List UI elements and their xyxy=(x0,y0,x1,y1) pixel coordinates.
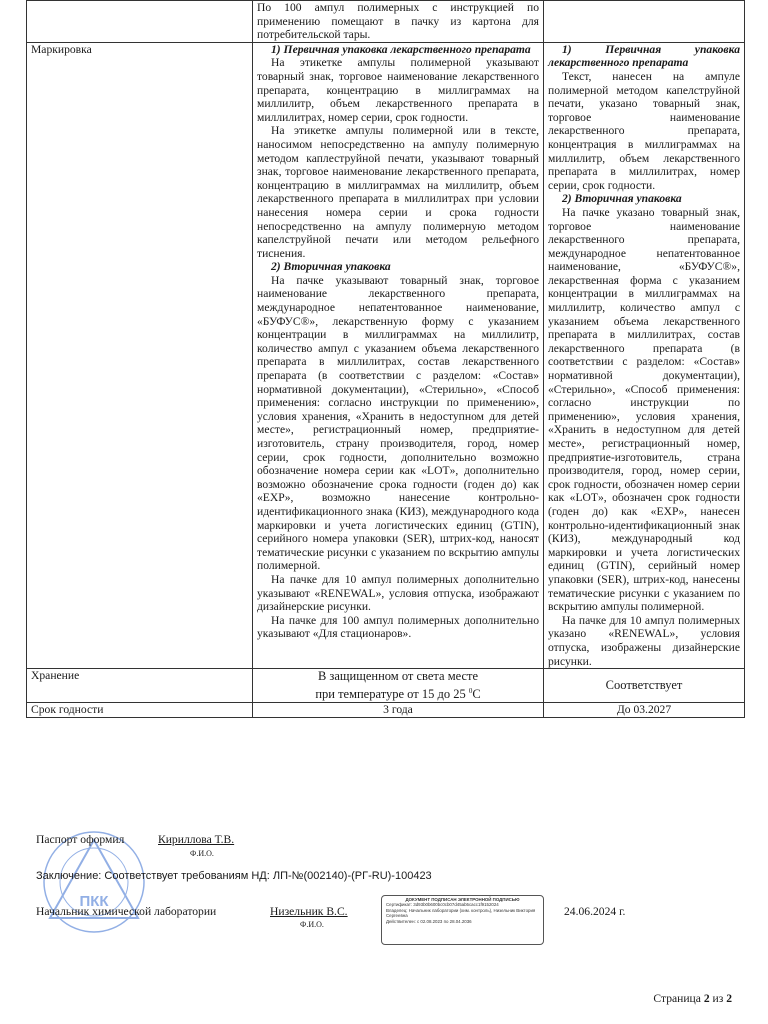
marking-left-paragraph: На пачке для 100 ампул полимерных дополнительно указывают «Для стационаров». xyxy=(257,613,539,641)
marking-left-paragraph: На пачке для 10 ампул полимерных дополнительно указывают «RENEWAL», условия отпуска, изображают дизайнерские рисунки. xyxy=(257,572,539,614)
marking-left-paragraph: На этикетке ампулы полимерной указывают товарный знак, торговое наименование лекарственного препарата, концентрацию в миллиграммах на миллилитр, объем лекарственного препарата в миллилитрах, номер серии, срок годности. xyxy=(257,56,539,124)
row-label-shelf-life: Срок годности xyxy=(27,703,253,718)
table-row xyxy=(27,1,745,43)
fio-label: Ф.И.О. xyxy=(190,849,214,858)
fio-label: Ф.И.О. xyxy=(300,920,324,929)
passport-name: Кириллова Т.В. xyxy=(158,833,235,846)
row-label-storage: Хранение xyxy=(27,669,253,703)
marking-right-paragraph: На пачке указано товарный знак, торговое наименование лекарственного препарата, международное непатентованное наименование, «БУФУС®», лекарственная форма с указанием концентрации в миллиграммах на миллилитр, количество ампул с указанием объема лекарственного препарата в миллилитрах, состав лекарственного препарата (в соответствии с разделом: «Состав» нормативной документации), «Стерильно», «Способ применения: согласно инструкции по применению», условия хранения, «Хранить в недоступном для детей месте», регистрационный номер, предприятие-изготовитель, страна производителя, город, номер серии, срок годности, обозначен номер серии как «LOT», обозначен срок годности (годен до) как «EXP», нанесен контрольно-идентификационный знак (КИЗ), международный код маркировки и учета логистических единиц (GTIN), серийный номер упаковки (SER), штрих-код, нанесены тематические рисунки с указанием по вскрытию ампулы полимерной. xyxy=(548,205,740,614)
table-row-storage xyxy=(27,669,745,703)
head-label: Начальник химической лаборатории xyxy=(36,905,217,918)
marking-right-paragraph: Текст, нанесен на ампуле полимерной методом капелструйной печати, указано товарный знак, торговое наименование лекарственного препарата, концентрация в миллиграммах на миллилитр, объем лекарственного препарата в миллилитрах, номер серии, срок годности. xyxy=(548,69,740,192)
marking-requirements xyxy=(253,42,544,668)
marking-right-heading-1: 1) Первичная упаковка лекарственного препарата xyxy=(548,42,740,70)
marking-left-paragraph: На пачке указывают товарный знак, торговое наименование лекарственного препарата, международное непатентованное наименование, «БУФУС®», лекарственную форму с указанием концентрации в миллиграммах на миллилитр, количество ампул с указанием объема лекарственного препарата в миллилитрах, состав лекарственного препарата (в соответствии с разделом: «Состав» нормативной документации), «Стерильно», «Способ применения: согласно инструкции по применению», условия хранения, «Хранить в недоступном для детей месте», регистрационный номер, предприятие-изготовитель, страну производителя, город, номер серии, срок годности, дополнительно возможно обозначение номера серии как «LOT», дополнительно возможно обозначение срока годности (годен до) как «EXP», возможно нанесение контрольно-идентификационного знака (КИЗ), международного кода маркировки и учета логистических единиц (GTIN), серийного номера упаковки (SER), штрих-код, наносят тематические рисунки с указанием по вскрытию ампулы полимерной. xyxy=(257,273,539,573)
marking-left-heading-2: 2) Вторичная упаковка xyxy=(271,260,391,274)
marking-left-heading-1: 1) Первичная упаковка лекарственного препарата xyxy=(271,42,531,56)
storage-result: Соответствует xyxy=(544,669,745,703)
spec-table xyxy=(26,0,745,718)
marking-right-heading-2: 2) Вторичная упаковка xyxy=(562,192,682,206)
conclusion: Заключение: Соответствует требованиям НД: ЛП-№(002140)-(РГ-RU)-100423 xyxy=(36,870,432,882)
signature-date: 24.06.2024 г. xyxy=(564,905,626,918)
table-row-shelf-life xyxy=(27,703,745,718)
row-label-marking: Маркировка xyxy=(27,42,253,668)
packaging-text: По 100 ампул полимерных с инструкцией по применению помещают в пачку из картона для потребительской тары. xyxy=(253,1,544,43)
marking-right-paragraph: На пачке для 10 ампул полимерных указано «RENEWAL», условия отпуска, изображены дизайнерские рисунки. xyxy=(548,613,740,668)
storage-requirement: В защищенном от света месте при температуре от 15 до 25 $^0$С xyxy=(253,669,544,703)
shelf-life-result: До 03.2027 xyxy=(544,703,745,718)
marking-results xyxy=(544,42,745,668)
shelf-life-requirement: 3 года xyxy=(253,703,544,718)
table-row-marking xyxy=(27,42,745,668)
marking-left-paragraph: На этикетке ампулы полимерной или в тексте, наносимом непосредственно на ампулу полимерную методом каплеструйной печати, указывают товарный знак, торговое наименование лекарственного препарата, концентрацию в миллиграммах на миллилитр, объем лекарственного препарата в миллилитрах при условии нанесения номера серии и срока годности непосредственно на ампулу полимерную методом капелструйной печати или методом рельефного тиснения. xyxy=(257,124,539,260)
page-number: Страница 2 из 2 xyxy=(653,992,732,1005)
passport-label: Паспорт оформил xyxy=(36,833,125,846)
svg-text:ПКК: ПКК xyxy=(79,893,109,910)
head-name: Низельник В.С. xyxy=(270,905,348,918)
electronic-signature-box: ДОКУМЕНТ ПОДПИСАН ЭЛЕКТРОННОЙ ПОДПИСЬЮ Сертификат: 3d93b0b600bc0cb07d45ab5cacc1f9152024 Владелец: Начальник лаборатории (хим. контроль), Низельник Виктория Сергеевна Действителен: с 02.08.2023 по 28.04.2036 xyxy=(381,895,544,945)
